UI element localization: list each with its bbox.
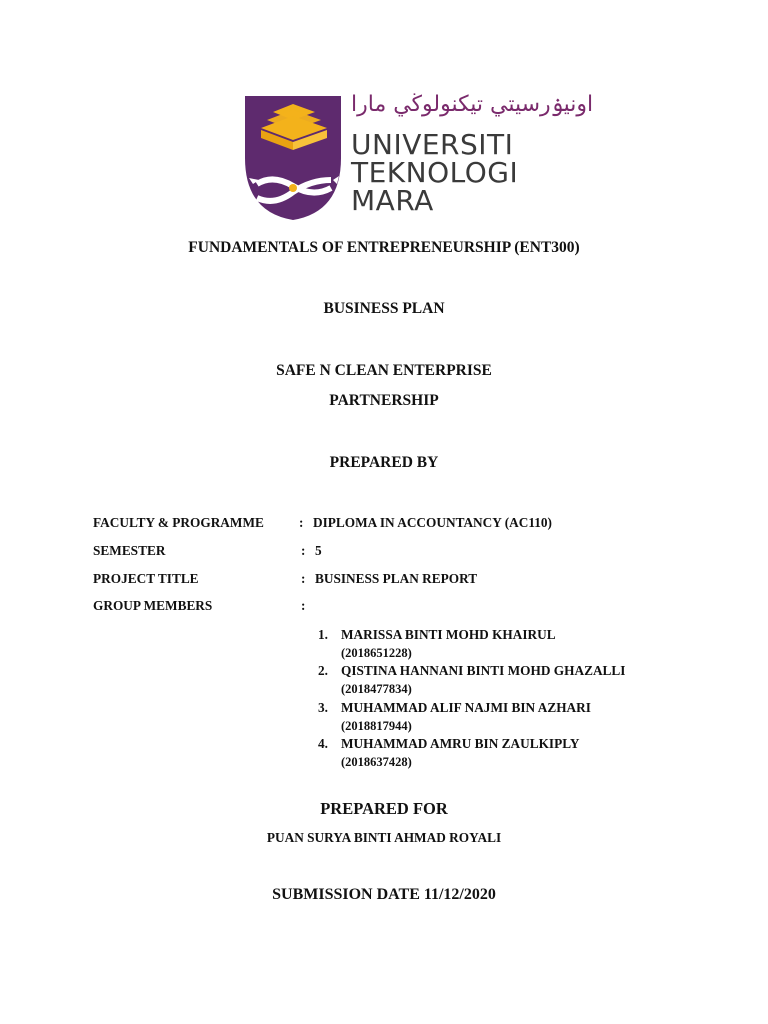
document-type: BUSINESS PLAN	[323, 300, 445, 317]
logo-line-teknologi: TEKNOLOGI	[351, 156, 519, 189]
logo-jawi-text: اونيۏرسيتي تيكنولوڬي مارا	[351, 92, 594, 117]
list-item	[318, 662, 625, 698]
member-id: (2018637428)	[341, 755, 412, 769]
member-name: QISTINA HANNANI BINTI MOHD GHAZALLI	[341, 663, 626, 678]
member-id: (2018817944)	[341, 719, 412, 733]
uitm-logo	[243, 88, 594, 222]
company-name: SAFE N CLEAN ENTERPRISE	[276, 362, 492, 379]
lecturer-name: PUAN SURYA BINTI AHMAD ROYALI	[266, 830, 502, 845]
member-number: 3.	[318, 700, 328, 715]
prepared-by-heading: PREPARED BY	[329, 454, 439, 471]
submission-date: SUBMISSION DATE 11/12/2020	[272, 886, 496, 903]
member-name: MUHAMMAD AMRU BIN ZAULKIPLY	[341, 736, 580, 751]
member-name: MUHAMMAD ALIF NAJMI BIN AZHARI	[341, 700, 591, 715]
project-value: BUSINESS PLAN REPORT	[315, 571, 478, 586]
course-title: FUNDAMENTALS OF ENTREPRENEURSHIP (ENT300)	[188, 239, 580, 256]
semester-value: 5	[315, 543, 322, 558]
faculty-value: DIPLOMA IN ACCOUNTANCY (AC110)	[313, 515, 552, 530]
list-item	[318, 699, 591, 735]
logo-line-universiti: UNIVERSITI	[351, 128, 514, 161]
member-name: MARISSA BINTI MOHD KHAIRUL	[341, 627, 556, 642]
members-label: GROUP MEMBERS	[93, 598, 213, 613]
list-item	[318, 735, 579, 771]
faculty-label: FACULTY & PROGRAMME	[93, 515, 264, 530]
member-id: (2018477834)	[341, 682, 412, 696]
logo-line-mara: MARA	[351, 184, 434, 217]
semester-separator: :	[301, 543, 306, 558]
member-number: 4.	[318, 736, 328, 751]
semester-label: SEMESTER	[93, 543, 166, 558]
members-separator: :	[301, 598, 306, 613]
prepared-for-heading: PREPARED FOR	[320, 799, 448, 818]
uitm-crest-icon	[243, 88, 343, 222]
member-id: (2018651228)	[341, 646, 412, 660]
list-item	[318, 626, 556, 662]
project-separator: :	[301, 571, 306, 586]
member-number: 1.	[318, 627, 328, 642]
project-label: PROJECT TITLE	[93, 571, 199, 586]
faculty-separator: :	[299, 515, 304, 530]
business-type: PARTNERSHIP	[329, 392, 439, 409]
member-number: 2.	[318, 663, 328, 678]
